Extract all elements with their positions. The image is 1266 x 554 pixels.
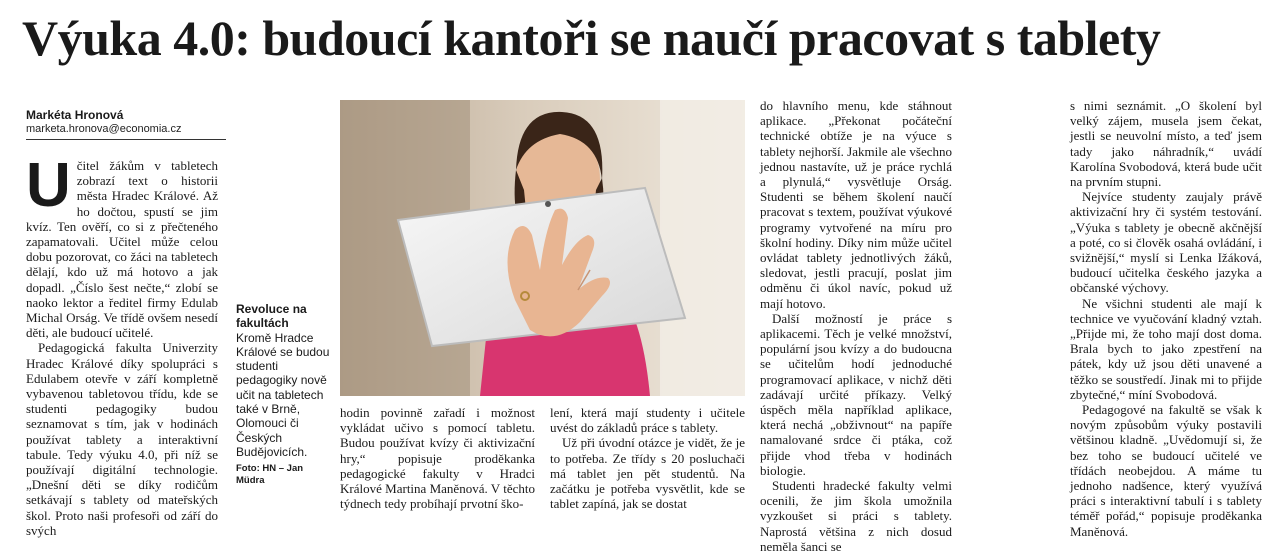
drop-cap: U bbox=[26, 151, 71, 220]
paragraph: Studenti hradecké fakulty velmi ocenili, že jim škola umožnila vyzkoušet si práci s tablety. Naprostá většina z nich dosud neměla šanci se bbox=[760, 478, 952, 554]
caption-title: Revoluce na fakultách bbox=[236, 302, 307, 331]
author-email[interactable]: marketa.hronova@economia.cz bbox=[26, 122, 226, 140]
photo-caption bbox=[236, 302, 332, 487]
article-column-5 bbox=[1070, 98, 1262, 539]
byline bbox=[26, 108, 226, 140]
caption-text: Kromě Hradce Králové se budou studenti pedagogiky nově učit na tabletech také v Brně, Olomouci či Českých Budějovicích. bbox=[236, 330, 330, 459]
paragraph: s nimi seznámit. „O školení byl velký zájem, musela jsem čekat, jestli se neuvolní místo, a teď jsem tady jako náhradník,“ uvádí Karolína Svobodová, která bude učit na prvním stupni. bbox=[1070, 98, 1262, 190]
paragraph: Pedagogická fakulta Univerzity Hradec Králové díky spolupráci s Edulabem otevře v září kompletně vybavenou tabletovou třídu, kde se studenti pedagogiky budou seznamovat s tím, jak v hodinách používat tablety a interaktivní tabule. Tedy výuku 4.0, při níž se používají digitální technologie. „Dnešní děti se díky rodičům setkávají s tablety od mateřských škol. Proto naši profesoři od září do svých bbox=[26, 340, 218, 538]
paragraph: Ne všichni studenti ale mají k technice ve vyučování kladný vztah. „Přijde mi, že toho mají dost doma. Brala bych to jako zpestření na pátek, kdy už jsou děti unavené a těžko se soustředí. Jinak mi to přijde zbytečné,“ míní Svobodová. bbox=[1070, 295, 1262, 402]
article-photo bbox=[340, 100, 745, 396]
paragraph: Nejvíce studenty zaujaly právě aktivizační hry či systém testování. „Výuka s tablety je obecně akčnější a poté, co si člověk osahá ovládání, i svižnější,“ myslí si Lenka Ižáková, budoucí učitelka českého jazyka a občanské výchovy. bbox=[1070, 189, 1262, 296]
headline: Výuka 4.0: budoucí kantoři se naučí pracovat s tablety bbox=[22, 10, 1161, 66]
photo-credit: Foto: HN – Jan Müdra bbox=[236, 463, 304, 487]
lead-text: čitel žákům v tabletech zobrazí text o historii města Hradec Králové. Až ho dočtou, spustí se jim kvíz. Ten ověří, co si z přečteného zapamatovali. Učitel může celou dobu pozorovat, co žáci na tabletech dělají, kdo už má hotovo a jak dopadl. „Číslo šest nečte,“ zlobí se naoko lektor a ředitel firmy Edulab Michal Orság. Ve třídě ovšem nesedí děti, ale budoucí učitelé. bbox=[26, 158, 218, 341]
article-column-3 bbox=[550, 405, 745, 520]
article-column-1 bbox=[26, 151, 218, 538]
paragraph: Už při úvodní otázce je vidět, že je to potřeba. Ze třídy s 20 posluchači má tablet jen pět studentů. Na začátku je potřeba vysvětlit, kde se tablet zapíná, jak se dostat bbox=[550, 435, 745, 512]
paragraph: Pedagogové na fakultě se však k novým způsobům výuky postavili většinou kladně. „Uvědomují si, že bez toho se budoucí učitelé ve třídách neobejdou. A máme tu jednoho nadšence, který využívá práci s interaktivní tabulí i s tablety téměř pořád,“ popisuje proděkanka Maněnová. bbox=[1070, 402, 1262, 539]
paragraph: hodin povinně zařadí i možnost vykládat učivo s pomocí tabletu. Budou používat kvízy či aktivizační hry,“ popisuje proděkanka pedagogické fakulty v Hradci Králové Martina Maněnová. V těchto týdnech tedy probíhají prvotní ško- bbox=[340, 405, 535, 512]
article-column-2 bbox=[340, 405, 535, 520]
paragraph: do hlavního menu, kde stáhnout aplikace. „Překonat počáteční technické obtíže je na výuce s tablety nejhorší. Jakmile ale všechno jednou nastavíte, už je práce rychlá a plynulá,“ vysvětluje Orság. Studenti se během školení naučí pracovat s textem, používat výukové programy vytvořené na míru pro školní hodiny. Díky nim může učitel ovládat tablety jednotlivých žáků, sledovat, jestli pracují, poslat jim odměnu či úkol navíc, pokud už mají hotovo. bbox=[760, 98, 952, 311]
woman-with-tablet-icon bbox=[340, 100, 745, 396]
lead-paragraph bbox=[26, 151, 218, 341]
paragraph: Další možností je práce s aplikacemi. Těch je velké množství, populární jsou kvízy a do budoucna se učitelům hodí jednoduché programovací aplikace, v nichž děti zadávají určité příkazy. Velký úspěch měla například aplikace, která nechá „obživnout“ na papíře namalované srdce či ptáka, což přijde vhod třeba v hodinách biologie. bbox=[760, 310, 952, 478]
author-name: Markéta Hronová bbox=[26, 108, 124, 122]
paragraph: lení, která mají studenty i učitele uvést do základů práce s tablety. bbox=[550, 405, 745, 436]
article-column-4 bbox=[760, 98, 952, 554]
